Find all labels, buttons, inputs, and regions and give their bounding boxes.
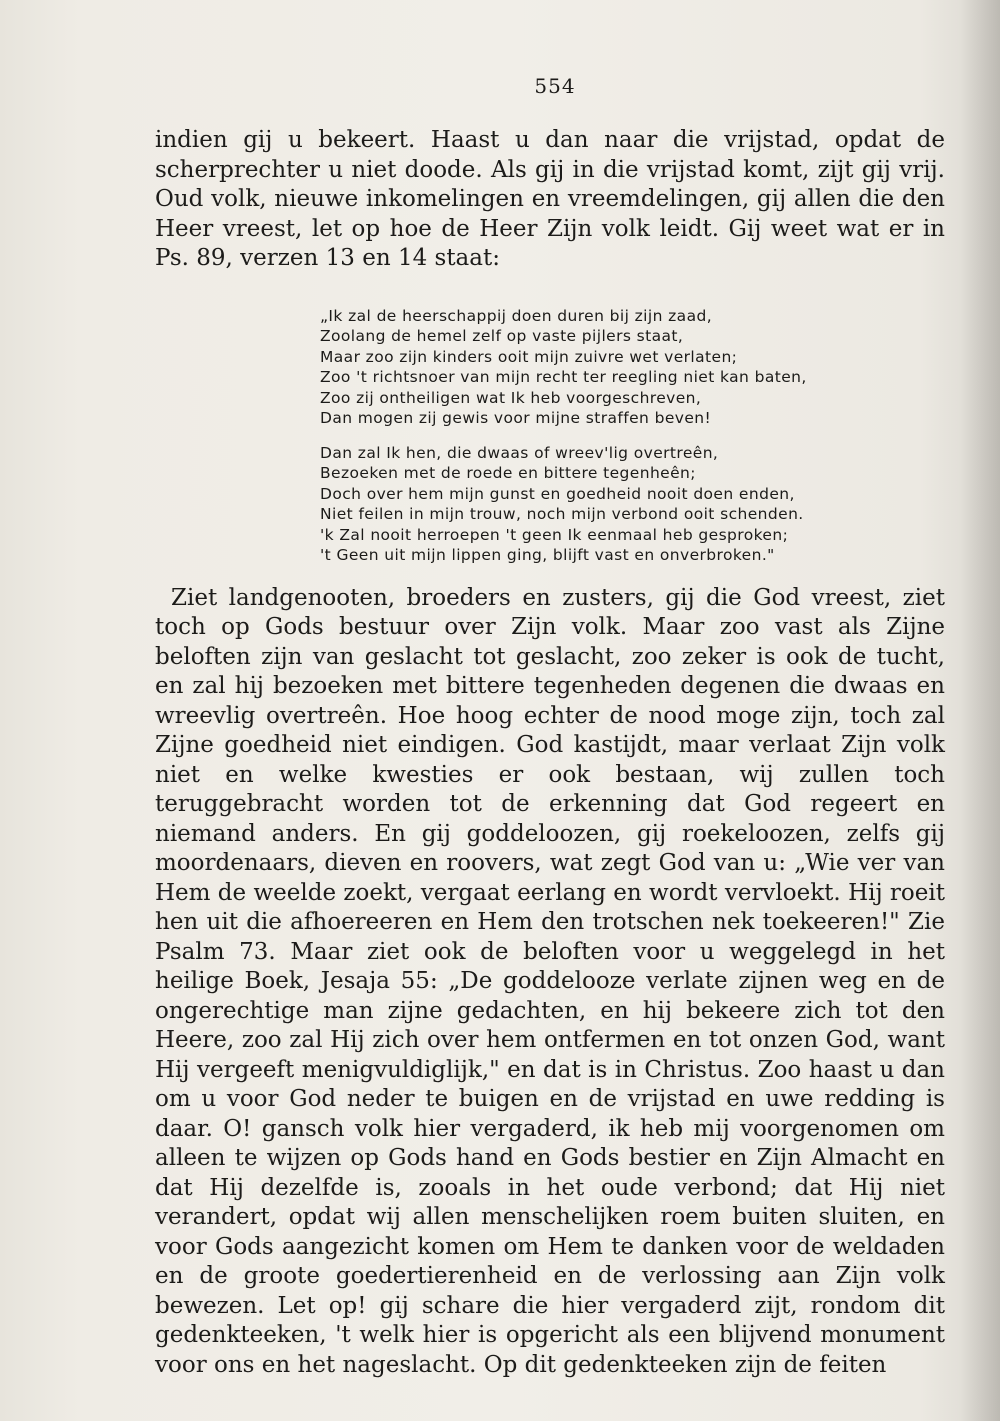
verse-line: Maar zoo zijn kinders ooit mijn zuivre wet verlaten; <box>320 347 738 366</box>
verse-line: 't Geen uit mijn lippen ging, blijft vast en onverbroken." <box>320 546 775 564</box>
verse-line: Dan mogen zij gewis voor mijne straffen beven! <box>320 409 712 427</box>
verse-line: 'k Zal nooit herroepen 't geen Ik eenmaal heb gesproken; <box>320 525 789 544</box>
text-body <box>155 126 945 1380</box>
verse-line: Zoo zij ontheiligen wat Ik heb voorgeschreven, <box>320 388 702 407</box>
page-edge-shadow <box>960 0 1000 1421</box>
verse-line: Zoolang de hemel zelf op vaste pijlers staat, <box>320 327 684 345</box>
verse-line: „Ik zal de heerschappij doen duren bij zijn zaad, <box>320 306 713 325</box>
page-number: 554 <box>534 74 576 98</box>
verse-line: Bezoeken met de roede en bittere tegenheên; <box>320 464 696 482</box>
verse-line: Zoo 't richtsnoer van mijn recht ter reegling niet kan baten, <box>320 368 807 386</box>
paragraph-2: Ziet landgenooten, broeders en zusters, gij die God vreest, ziet toch op Gods bestuur over Zijn volk. Maar zoo vast als Zijne beloften zijn van geslacht tot geslacht, zoo zeker is ook de tucht, en zal hij bezoeken met bittere tegenheden degenen die dwaas en wreevlig overtreên. Hoe hoog echter de nood moge zijn, toch zal Zijne goedheid niet eindigen. God kastijdt, maar verlaat Zijn volk niet en welke kwesties er ook bestaan, wij zullen toch teruggebracht worden tot de erkenning dat God regeert en niemand anders. En gij goddeloozen, gij roekeloozen, zelfs gij moordenaars, dieven en roovers, wat zegt God van u: „Wie ver van Hem de weelde zoekt, vergaat eerlang en wordt vervloekt. Hij roeit hen uit die afhoereeren en Hem den trotschen nek toekeeren!" Zie Psalm 73. Maar ziet ook de beloften voor u weggelegd in het heilige Boek, Jesaja 55: „De goddelooze verlate zijnen weg en de ongerechtige man zijne gedachten, en hij bekeere zich tot den Heere, zoo zal Hij zich over hem ontfermen en tot onzen God, want Hij vergeeft menigvuldiglijk," en dat is in Christus. Zoo haast u dan om u voor God neder te buigen en de vrijstad en uwe redding is daar. O! gansch volk hier vergaderd, ik heb mij voorgenomen om alleen te wijzen op Gods hand en Gods bestier en Zijn Almacht en dat Hij dezelfde is, zooals in het oude verbond; dat Hij niet verandert, opdat wij allen menschelijken roem buiten sluiten, en voor Gods aangezicht komen om Hem te danken voor de weldaden en de groote goedertierenheid en de verlossing aan Zijn volk bewezen. Let op! gij schare die hier vergaderd zijt, rondom dit gedenkteeken, 't welk hier is opgericht als een blijvend monument voor ons en het nageslacht. Op dit gedenkteeken zijn de feiten <box>155 584 945 1378</box>
paragraph-1: indien gij u bekeert. Haast u dan naar die vrijstad, opdat de scherprechter u niet doode. Als gij in die vrijstad komt, zijt gij vrij. Oud volk, nieuwe inkomelingen en vreemdelingen, gij allen die den Heer vreest, let op hoe de Heer Zijn volk leidt. Gij weet wat er in Ps. 89, verzen 13 en 14 staat: <box>155 127 945 271</box>
verse-line: Dan zal Ik hen, die dwaas of wreev'lig overtreên, <box>320 443 719 462</box>
verse-line: Niet feilen in mijn trouw, noch mijn verbond ooit schenden. <box>320 505 804 523</box>
verse-stanza-2 <box>320 443 945 566</box>
verse-stanza-1 <box>320 306 945 429</box>
verse-line: Doch over hem mijn gunst en goedheid nooit doen enden, <box>320 484 795 503</box>
